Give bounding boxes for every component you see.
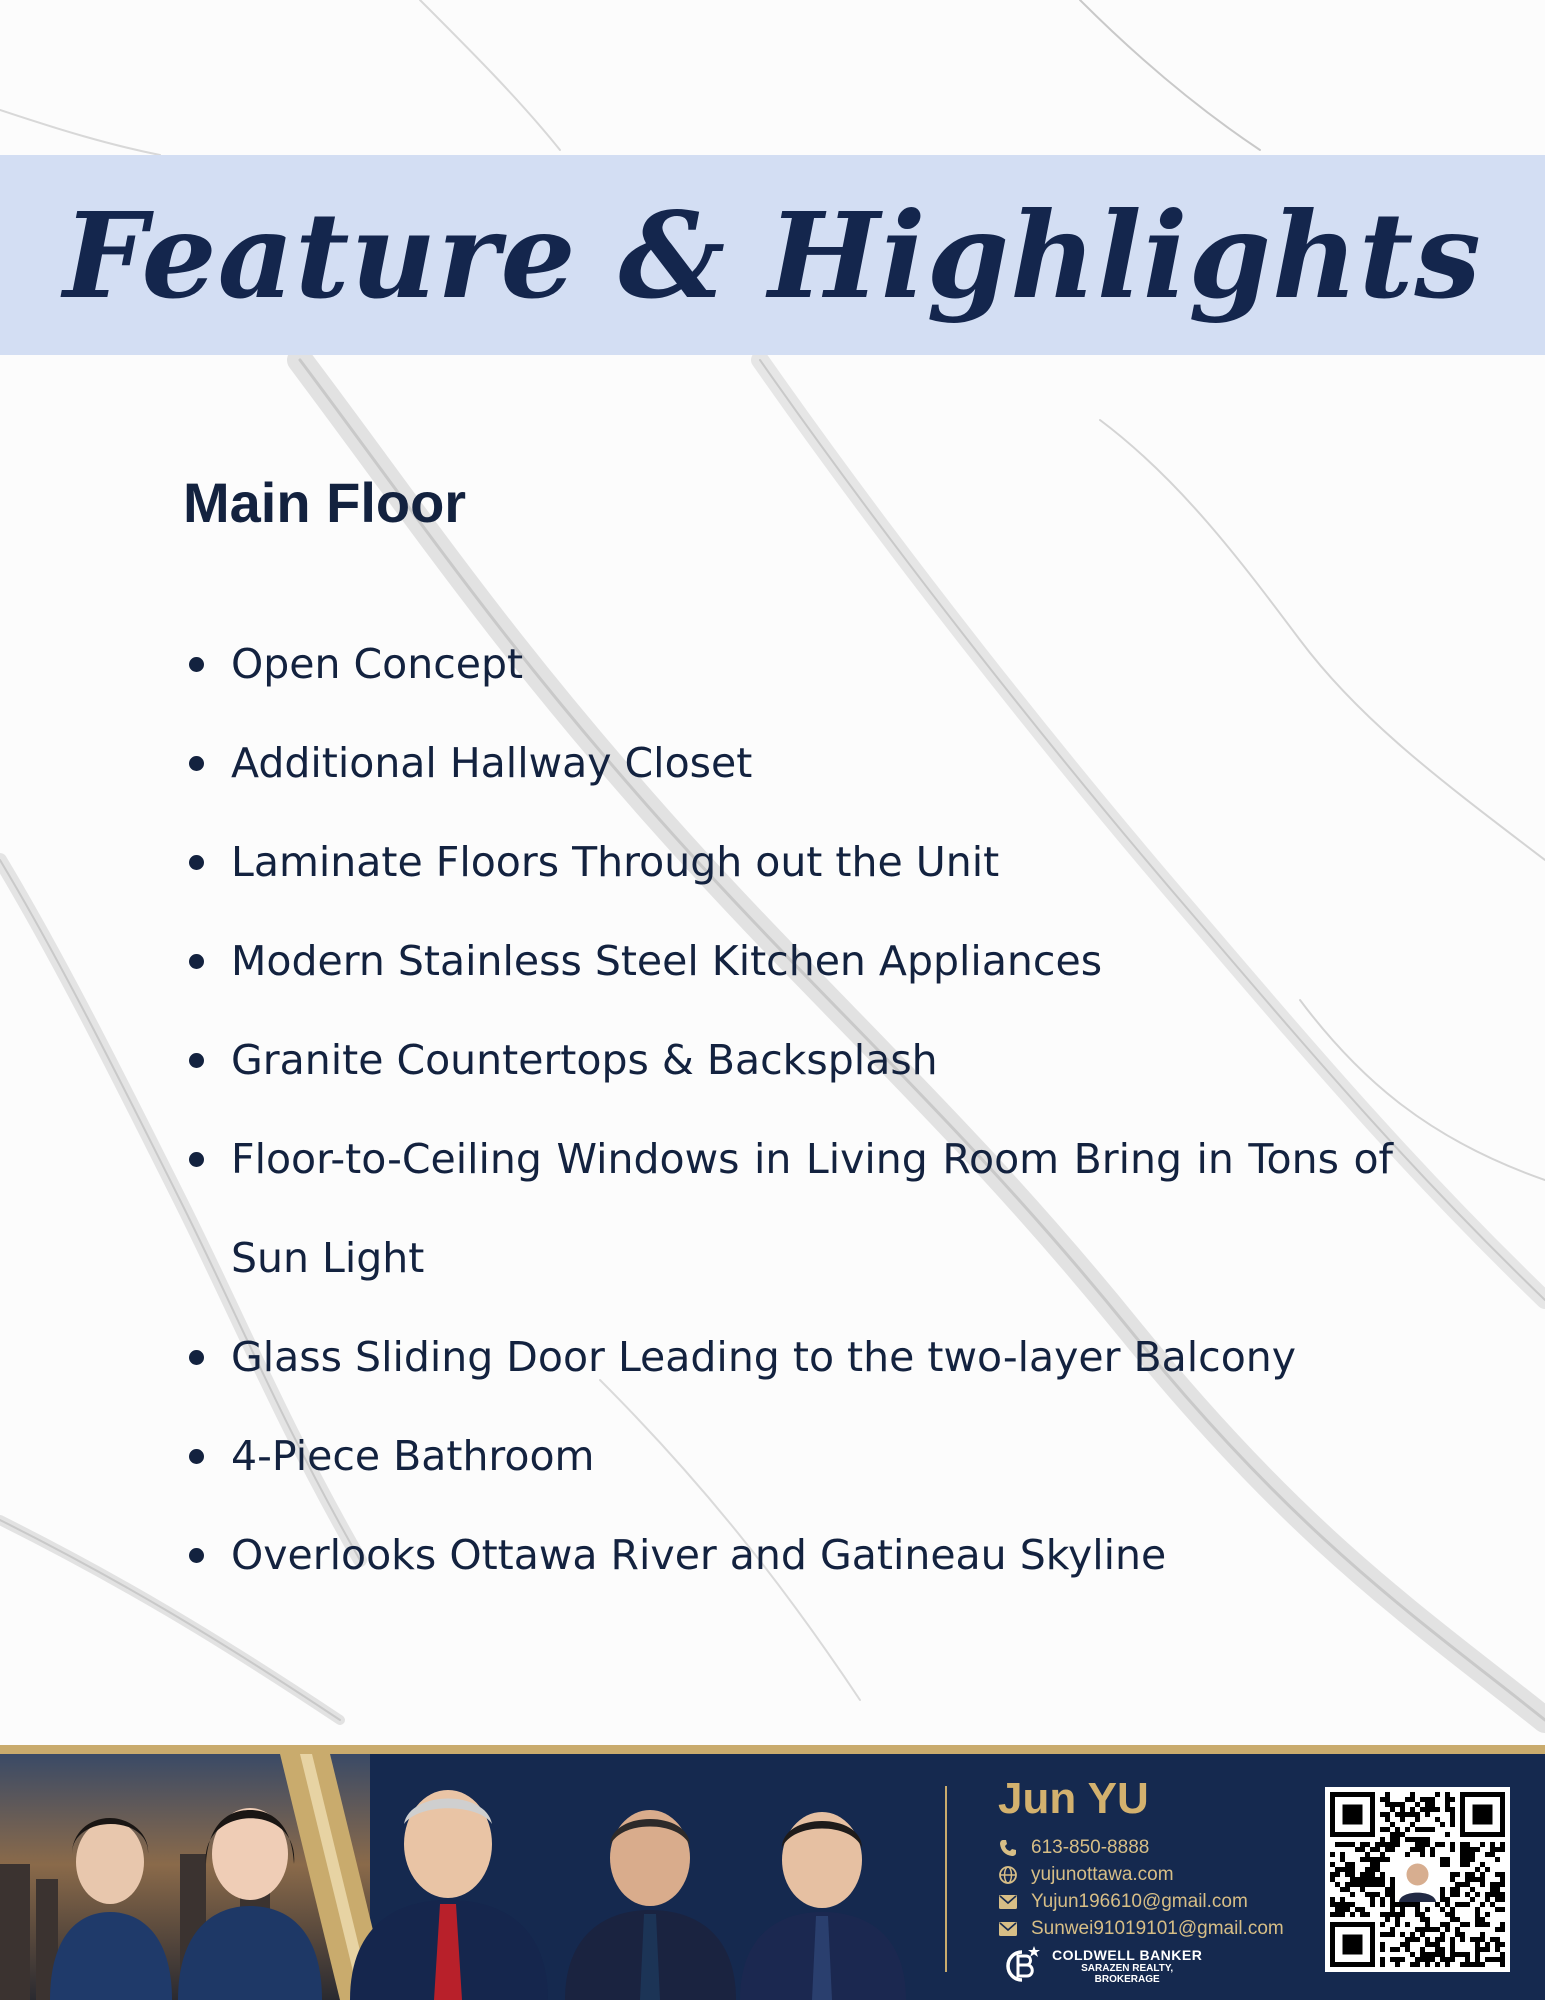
agent-footer [0, 1745, 1545, 2000]
email-link-1[interactable]: Yujun196610@gmail.com [1031, 1890, 1248, 1912]
website-row[interactable] [998, 1861, 1284, 1888]
globe-icon [998, 1865, 1018, 1885]
mail-icon [998, 1919, 1018, 1939]
brand-text [1052, 1947, 1202, 1985]
brand-sub-1: SARAZEN REALTY, [1081, 1963, 1174, 1974]
website-link[interactable]: yujunottawa.com [1031, 1863, 1174, 1885]
qr-avatar-icon [1407, 1864, 1429, 1886]
team-photo [0, 1754, 935, 2000]
qr-code[interactable] [1325, 1787, 1510, 1972]
section-heading: Main Floor [183, 471, 467, 534]
cb-monogram-icon [998, 1944, 1042, 1988]
feature-item: Open Concept [183, 615, 1393, 714]
feature-item: Laminate Floors Through out the Unit [183, 813, 1393, 912]
feature-item: Overlooks Ottawa River and Gatineau Skyline [183, 1506, 1393, 1605]
feature-item: Glass Sliding Door Leading to the two-layer Balcony [183, 1308, 1393, 1407]
phone-icon [998, 1838, 1018, 1858]
footer-divider [945, 1786, 947, 1972]
email-link-2[interactable]: Sunwei91019101@gmail.com [1031, 1917, 1284, 1939]
feature-item: Additional Hallway Closet [183, 714, 1393, 813]
feature-list [183, 615, 1393, 1605]
feature-item: Floor-to-Ceiling Windows in Living Room Bring in Tons of Sun Light [183, 1110, 1393, 1308]
contact-info [998, 1834, 1284, 1942]
mail-icon [998, 1892, 1018, 1912]
brand-name: COLDWELL BANKER [1052, 1947, 1203, 1963]
agent-name: Jun YU [998, 1774, 1149, 1823]
email-row-1[interactable] [998, 1888, 1284, 1915]
feature-item: 4-Piece Bathroom [183, 1407, 1393, 1506]
feature-item: Granite Countertops & Backsplash [183, 1011, 1393, 1110]
phone-row[interactable] [998, 1834, 1284, 1861]
brand-sub-2: BROKERAGE [1094, 1974, 1160, 1985]
page-title: Feature & Highlights [63, 185, 1482, 325]
email-row-2[interactable] [998, 1915, 1284, 1942]
feature-item: Modern Stainless Steel Kitchen Appliances [183, 912, 1393, 1011]
coldwell-banker-logo [998, 1944, 1202, 1988]
phone-number: 613-850-8888 [1031, 1836, 1150, 1858]
